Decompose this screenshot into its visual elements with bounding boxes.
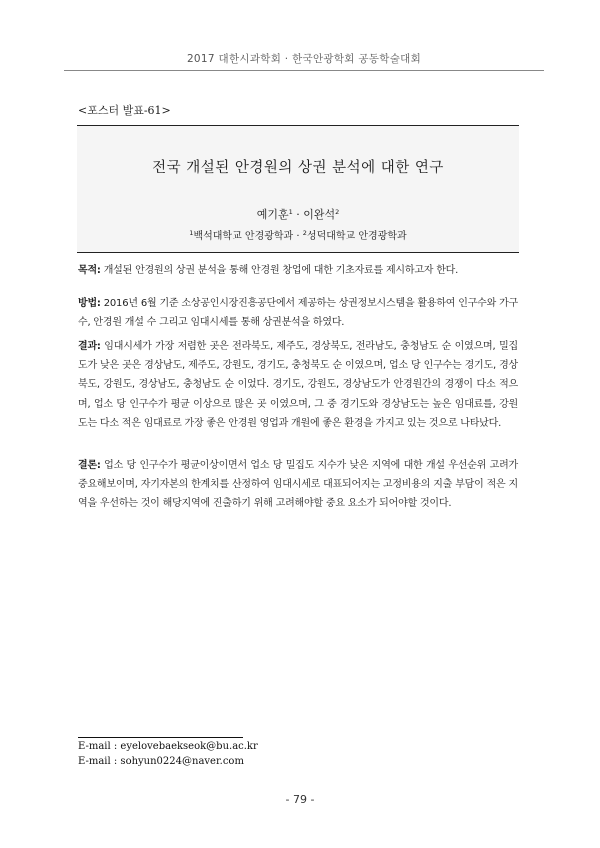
author-separator: · (292, 208, 304, 221)
page-number: - 79 - (285, 793, 315, 806)
purpose-label: 목적: (78, 265, 101, 276)
header-divider (64, 70, 544, 71)
method-text: 2016년 6월 기준 소상공인시장진흥공단에서 제공하는 상권정보시스템을 활용하여 인구수와 가구 수, 안경원 개설 수 그리고 임대시세를 통해 상권분석을 하였다. (78, 298, 518, 329)
conclusion-label: 결론: (78, 460, 101, 471)
method-section (78, 294, 518, 332)
author-1-affil-mark: 1 (288, 208, 293, 216)
conclusion-text: 업소 당 인구수가 평균이상이면서 업소 당 밀집도 지수가 낮은 지역에 대한 개설 우선순위 고려가 중요해보이며, 자기자본의 한계치를 산정하여 임대시세로 대표되어지는 고정비용의 지출 부담이 적은 지역을 우선하는 것이 해당지역에 진출하기 위해 고려해야할 중요 요소가 되어야할 것이다. (78, 460, 518, 510)
affiliation-line (77, 227, 519, 242)
affiliation-separator: · (293, 231, 303, 242)
conference-header: 2017 대한시과학회 · 한국안광학회 공동학술대회 (186, 53, 422, 65)
author-line (77, 206, 519, 222)
title-box (77, 125, 519, 253)
email-2: E-mail : sohyun0224@naver.com (78, 756, 244, 767)
author-2-affil-mark: 2 (335, 208, 340, 216)
footnote-divider (78, 737, 243, 738)
results-label: 결과: (78, 341, 101, 352)
affiliation-2: 성덕대학교 안경광학과 (306, 231, 407, 242)
method-label: 방법: (78, 298, 101, 309)
affiliation-1-mark: 1 (189, 229, 194, 237)
author-2: 이완석 (303, 208, 336, 221)
purpose-section (78, 261, 518, 280)
affiliation-1: 백석대학교 안경광학과 (193, 231, 294, 242)
author-1: 예기훈 (256, 208, 289, 221)
results-text: 임대시세가 가장 저렴한 곳은 전라북도, 제주도, 경상북도, 전라남도, 충청남도 순 이였으며, 밀집도가 낮은 곳은 경상남도, 제주도, 강원도, 경기도, 충청북도 순 이였으며, 업소 당 인구수는 경기도, 경상북도, 강원도, 경상남도, 충청남도 순 이었다. 경기도, 강원도, 경상남도가 안경원간의 경쟁이 다소 적으며, 업소 당 인구수가 평균 이상으로 많은 곳 이였으며, 그 중 경기도와 경상남도는 높은 임대료를, 강원도는 다소 적은 임대료로 가장 좋은 안경원 영업과 개원에 좋은 환경을 가지고 있는 것으로 나타났다. (78, 341, 518, 429)
paper-title: 전국 개설된 안경원의 상권 분석에 대한 연구 (152, 160, 444, 176)
poster-label: <포스터 발표-61> (78, 104, 171, 117)
affiliation-2-mark: 2 (302, 229, 307, 237)
results-section (78, 337, 518, 433)
conclusion-section (78, 456, 518, 514)
email-1: E-mail : eyelovebaekseok@bu.ac.kr (78, 741, 258, 752)
purpose-text: 개설된 안경원의 상권 분석을 통해 안경원 창업에 대한 기초자료를 제시하고자 한다. (100, 265, 459, 276)
